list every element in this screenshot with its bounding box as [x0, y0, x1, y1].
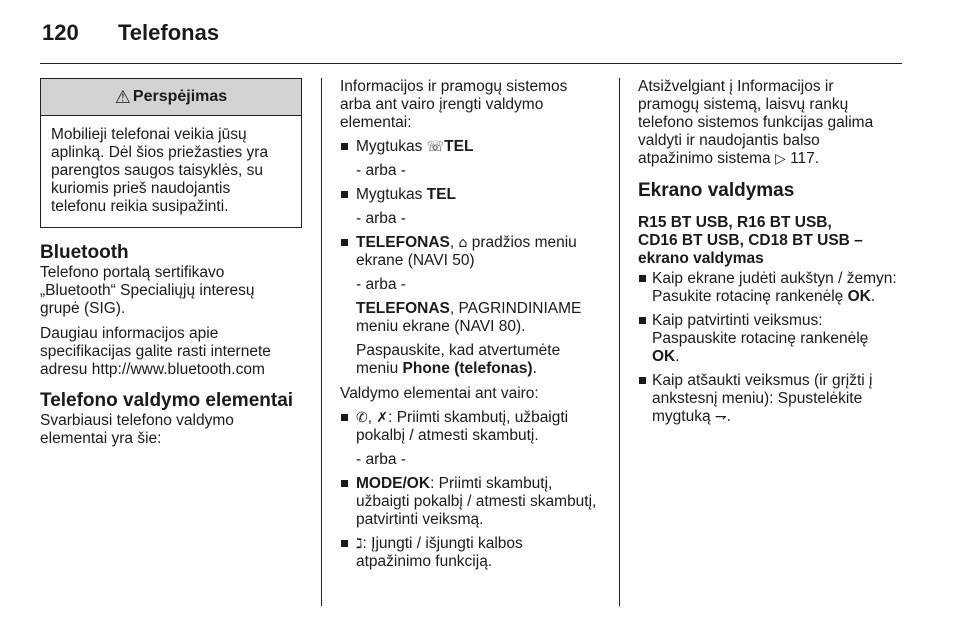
- bullet-text: meniu ekrane (NAVI 80).: [356, 318, 526, 335]
- telefonas-label: TELEFONAS: [356, 234, 450, 251]
- column-divider-2: [619, 78, 620, 606]
- bullet-text: : Priimti skambutį, užbaigti: [388, 409, 569, 426]
- controls-heading: Telefono valdymo elementai: [40, 390, 294, 411]
- phone-icon: ☏: [426, 139, 445, 155]
- warning-box: [40, 78, 302, 228]
- bullet-scroll: Kaip ekrane judėti aukštyn / žemyn:: [638, 270, 910, 288]
- body-text: valdyti ir naudojantis balso: [638, 132, 820, 149]
- warning-line: aplinką. Dėl šios priežasties yra: [51, 144, 269, 161]
- warning-line: telefonu reikia susipažinti.: [51, 198, 229, 215]
- telefonas-label: TELEFONAS: [356, 300, 450, 317]
- body-text: pramogų sistemą, laisvų rankų: [638, 96, 849, 113]
- page-title: Telefonas: [118, 20, 220, 45]
- bluetooth-text: specifikacijas galite rasti internete: [40, 343, 271, 360]
- warning-icon: ⚠: [114, 87, 131, 107]
- bullet-text: ,: [367, 409, 377, 426]
- column-1: [40, 78, 302, 448]
- bullet-text: atpažinimo funkciją.: [356, 553, 493, 570]
- body-text: [638, 150, 910, 168]
- body-text: telefono sistemos funkcijas galima: [638, 114, 874, 131]
- page-header: [42, 20, 902, 48]
- bullet-text: užbaigti pokalbį / atmesti skambutį,: [356, 493, 597, 510]
- intro-text: elementai:: [340, 114, 412, 131]
- bullet-telefonas: [340, 234, 608, 252]
- bullet-text: , PAGRINDINIAME: [449, 300, 582, 317]
- phone-menu-label: Phone (telefonas): [402, 360, 533, 377]
- voice-recognition-icon: ℷ: [356, 536, 363, 552]
- bullet-mode-ok: [340, 475, 608, 493]
- steering-text: Valdymo elementai ant vairo:: [340, 385, 539, 402]
- bullet-text: mygtuką: [652, 408, 715, 425]
- warning-line: Mobilieji telefonai veikia jūsų: [51, 126, 247, 143]
- bullet-text: .: [726, 408, 731, 425]
- header-rule: [40, 63, 902, 64]
- warning-header: [41, 79, 301, 116]
- intro-text: Informacijos ir pramogų sistemos: [340, 78, 568, 95]
- bluetooth-text: „Bluetooth“ Specialiųjų interesų: [40, 282, 255, 299]
- ok-label: OK: [652, 348, 676, 365]
- bullet-text: ekrane (NAVI 50): [356, 252, 475, 269]
- bluetooth-text: Daugiau informacijos apie: [40, 325, 219, 342]
- bullet-text: ankstesnį meniu): Spustelėkite: [652, 390, 863, 407]
- bullet-text: .: [532, 360, 537, 377]
- bullet-confirm: Kaip patvirtinti veiksmus:: [638, 312, 910, 330]
- tel-label: TEL: [426, 186, 456, 203]
- column-divider-1: [321, 78, 322, 606]
- controls-text: Svarbiausi telefono valdymo: [40, 412, 234, 429]
- call-end-icon: ✗: [376, 410, 389, 426]
- column-3: [638, 78, 910, 426]
- bullet-text: [638, 288, 910, 306]
- bullet-text: pokalbį / atmesti skambutį.: [356, 427, 539, 444]
- bullet-text: meniu: [356, 360, 403, 377]
- bullet-text: [340, 300, 608, 318]
- bullet-text: Paspauskite, kad atvertumėte: [356, 342, 561, 359]
- bullet-tel-button: [340, 138, 608, 156]
- warning-line: parengtos saugos taisyklės, su: [51, 162, 263, 179]
- bullet-voice: [340, 535, 608, 553]
- bullet-text: pradžios meniu: [467, 234, 577, 251]
- warning-line: kuriomis prieš naudojantis: [51, 180, 231, 197]
- body-text: atpažinimo sistema: [638, 150, 775, 167]
- bluetooth-url-text: adresu http://www.bluetooth.com: [40, 361, 265, 378]
- bullet-text: .: [870, 288, 876, 305]
- model-subheading: ekrano valdymas: [638, 250, 764, 267]
- bullet-cancel: Kaip atšaukti veiksmus (ir grįžti į: [638, 372, 910, 390]
- call-answer-icon: ✆: [356, 410, 368, 426]
- bullet-text: Paspauskite rotacinę rankenėlę: [652, 330, 869, 347]
- warning-body: [41, 116, 301, 227]
- bluetooth-text: grupė (SIG).: [40, 300, 126, 317]
- model-subheading: R15 BT USB, R16 BT USB,: [638, 214, 832, 231]
- bullet-text: [340, 360, 608, 378]
- tel-label: TEL: [444, 138, 474, 155]
- model-subheading: CD16 BT USB, CD18 BT USB –: [638, 232, 863, 249]
- screen-control-heading: Ekrano valdymas: [638, 180, 795, 201]
- or-text: - arba -: [356, 451, 406, 468]
- or-text: - arba -: [356, 276, 406, 293]
- bluetooth-heading: Bluetooth: [40, 242, 129, 263]
- bullet-text: patvirtinti veiksmą.: [356, 511, 484, 528]
- bullet-text: : Priimti skambutį,: [430, 475, 553, 492]
- bluetooth-text: Telefono portalą sertifikavo: [40, 264, 225, 281]
- home-icon: ⌂: [458, 235, 468, 251]
- bullet-text: : Įjungti / išjungti kalbos: [362, 535, 523, 552]
- bullet-tel: [340, 186, 608, 204]
- controls-text: elementai yra šie:: [40, 430, 162, 447]
- bullet-text: [638, 408, 910, 426]
- warning-title: Perspėjimas: [132, 88, 228, 105]
- bullet-text: ,: [449, 234, 459, 251]
- body-text: Atsižvelgiant į Informacijos ir: [638, 78, 834, 95]
- bullet-text: Mygtukas: [356, 138, 427, 155]
- bullet-call-buttons: [340, 409, 608, 427]
- or-text: - arba -: [356, 162, 406, 179]
- page-reference-icon: ▷: [774, 151, 786, 167]
- ok-label: OK: [847, 288, 871, 305]
- column-2: [340, 78, 608, 571]
- page-reference: 117.: [785, 150, 820, 167]
- bullet-text: [638, 348, 910, 366]
- bullet-text: .: [675, 348, 680, 365]
- bullet-text: Mygtukas: [356, 186, 427, 203]
- bullet-text: Pasukite rotacinę rankenėlę: [652, 288, 848, 305]
- intro-text: arba ant vairo įrengti valdymo: [340, 96, 544, 113]
- mode-ok-label: MODE/OK: [356, 475, 431, 492]
- back-icon: ⇁: [714, 409, 727, 425]
- page-number: 120: [42, 20, 79, 45]
- or-text: - arba -: [356, 210, 406, 227]
